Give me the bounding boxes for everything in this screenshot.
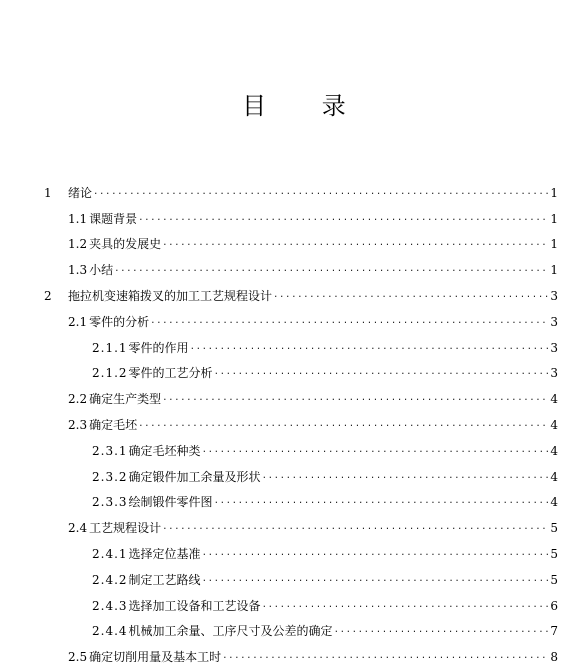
toc-entry[interactable] (0, 361, 588, 387)
toc-entry-number: 2.4.4 (92, 624, 128, 639)
toc-entry-page: 7 (550, 624, 558, 639)
toc-entry[interactable] (0, 335, 588, 361)
dot-leader (222, 649, 549, 663)
toc-entry[interactable] (0, 644, 588, 670)
dot-leader (202, 546, 549, 560)
toc-entry-page: 1 (550, 237, 558, 252)
toc-entry-title: 零件的分析 (89, 314, 150, 329)
toc-entry-number: 1.1 (68, 211, 88, 226)
dot-leader (162, 520, 549, 534)
toc-entry-page: 3 (550, 366, 558, 381)
dot-leader (202, 443, 549, 457)
toc-entry[interactable] (0, 567, 588, 593)
dot-leader (262, 469, 549, 483)
dot-leader (138, 211, 549, 225)
toc-entry-number: 2.3.1 (92, 443, 128, 458)
dot-leader (214, 365, 549, 379)
toc-entry-number: 2.4 (68, 521, 88, 536)
dot-leader (214, 494, 549, 508)
toc-entry-title: 小结 (89, 263, 114, 278)
toc-entry[interactable] (0, 464, 588, 490)
toc-entry-number: 2.4.2 (92, 572, 128, 587)
toc-entry-title: 绪论 (68, 185, 93, 200)
toc-entry[interactable] (0, 593, 588, 619)
toc-entry[interactable] (0, 541, 588, 567)
toc-entry-number: 2 (44, 289, 52, 304)
toc-entry-title: 选择定位基准 (128, 547, 201, 562)
toc-entry-title: 选择加工设备和工艺设备 (128, 598, 261, 613)
toc-entry-page: 4 (550, 495, 558, 510)
toc-entry-page: 5 (550, 572, 558, 587)
toc-entry[interactable] (0, 619, 588, 645)
toc-entry-number: 2.4.1 (92, 547, 128, 562)
toc-entry-number: 2.1.2 (92, 366, 128, 381)
toc-entry-page: 4 (550, 418, 558, 433)
toc-entry-page: 8 (550, 650, 558, 665)
toc-entry-page: 4 (550, 392, 558, 407)
dot-leader (93, 185, 549, 199)
toc-entry-number: 2.3 (68, 418, 88, 433)
toc-entry-page: 1 (550, 211, 558, 226)
toc-entry-number: 2.1.1 (92, 340, 128, 355)
toc-entry-title: 拖拉机变速箱拨叉的加工工艺规程设计 (68, 289, 273, 304)
toc-entry-page: 1 (550, 185, 558, 200)
toc-entry-title: 确定毛坯种类 (128, 443, 201, 458)
toc-entry-page: 5 (550, 521, 558, 536)
toc-entry[interactable] (0, 515, 588, 541)
toc-entry-number: 2.2 (68, 392, 88, 407)
toc-entry-title: 工艺规程设计 (89, 521, 162, 536)
toc-entry-title: 确定毛坯 (89, 418, 138, 433)
toc-entry-page: 4 (550, 469, 558, 484)
dot-leader (162, 236, 549, 250)
dot-leader (162, 391, 549, 405)
toc-entry-number: 1.3 (68, 263, 88, 278)
dot-leader (190, 340, 549, 354)
toc-entry-number: 2.5 (68, 650, 88, 665)
toc-entry[interactable] (0, 386, 588, 412)
toc-entry-number: 2.3.3 (92, 495, 128, 510)
toc-entry[interactable] (0, 257, 588, 283)
toc-entry-title: 制定工艺路线 (128, 572, 201, 587)
toc-entry-number: 2.4.3 (92, 598, 128, 613)
toc-entry-page: 3 (550, 340, 558, 355)
toc-entry[interactable] (0, 232, 588, 258)
toc-entry-title: 机械加工余量、工序尺寸及公差的确定 (128, 624, 333, 639)
toc-entry-page: 6 (550, 598, 558, 613)
toc-entry-title: 确定生产类型 (89, 392, 162, 407)
dot-leader (138, 417, 549, 431)
toc-entry-page: 4 (550, 443, 558, 458)
toc-entry-title: 确定切削用量及基本工时 (89, 650, 222, 665)
toc-entry-title: 确定锻件加工余量及形状 (128, 469, 261, 484)
toc-entry-page: 3 (550, 314, 558, 329)
toc-entry-number: 2.3.2 (92, 469, 128, 484)
toc-entry-title: 课题背景 (89, 211, 138, 226)
page-title: 目 录 (242, 92, 370, 120)
toc-entry-page: 1 (550, 263, 558, 278)
toc-entry[interactable] (0, 490, 588, 516)
dot-leader (150, 314, 549, 328)
dot-leader (334, 623, 549, 637)
toc-entry-title: 零件的工艺分析 (128, 366, 213, 381)
toc-entry-number: 1 (44, 185, 52, 200)
toc-entry[interactable] (0, 283, 588, 309)
dot-leader (202, 572, 549, 586)
toc-entry-number: 1.2 (68, 237, 88, 252)
toc-entry-title: 夹具的发展史 (89, 237, 162, 252)
toc-entry[interactable] (0, 438, 588, 464)
dot-leader (114, 262, 549, 276)
dot-leader (262, 598, 549, 612)
toc-entry-title: 零件的作用 (128, 340, 189, 355)
toc-entry-page: 3 (550, 289, 558, 304)
table-of-contents (0, 180, 588, 670)
toc-entry[interactable] (0, 309, 588, 335)
toc-entry-title: 绘制锻件零件图 (128, 495, 213, 510)
toc-entry-number: 2.1 (68, 314, 88, 329)
dot-leader (273, 288, 549, 302)
toc-entry[interactable] (0, 206, 588, 232)
toc-entry[interactable] (0, 180, 588, 206)
toc-entry-page: 5 (550, 547, 558, 562)
toc-entry[interactable] (0, 412, 588, 438)
